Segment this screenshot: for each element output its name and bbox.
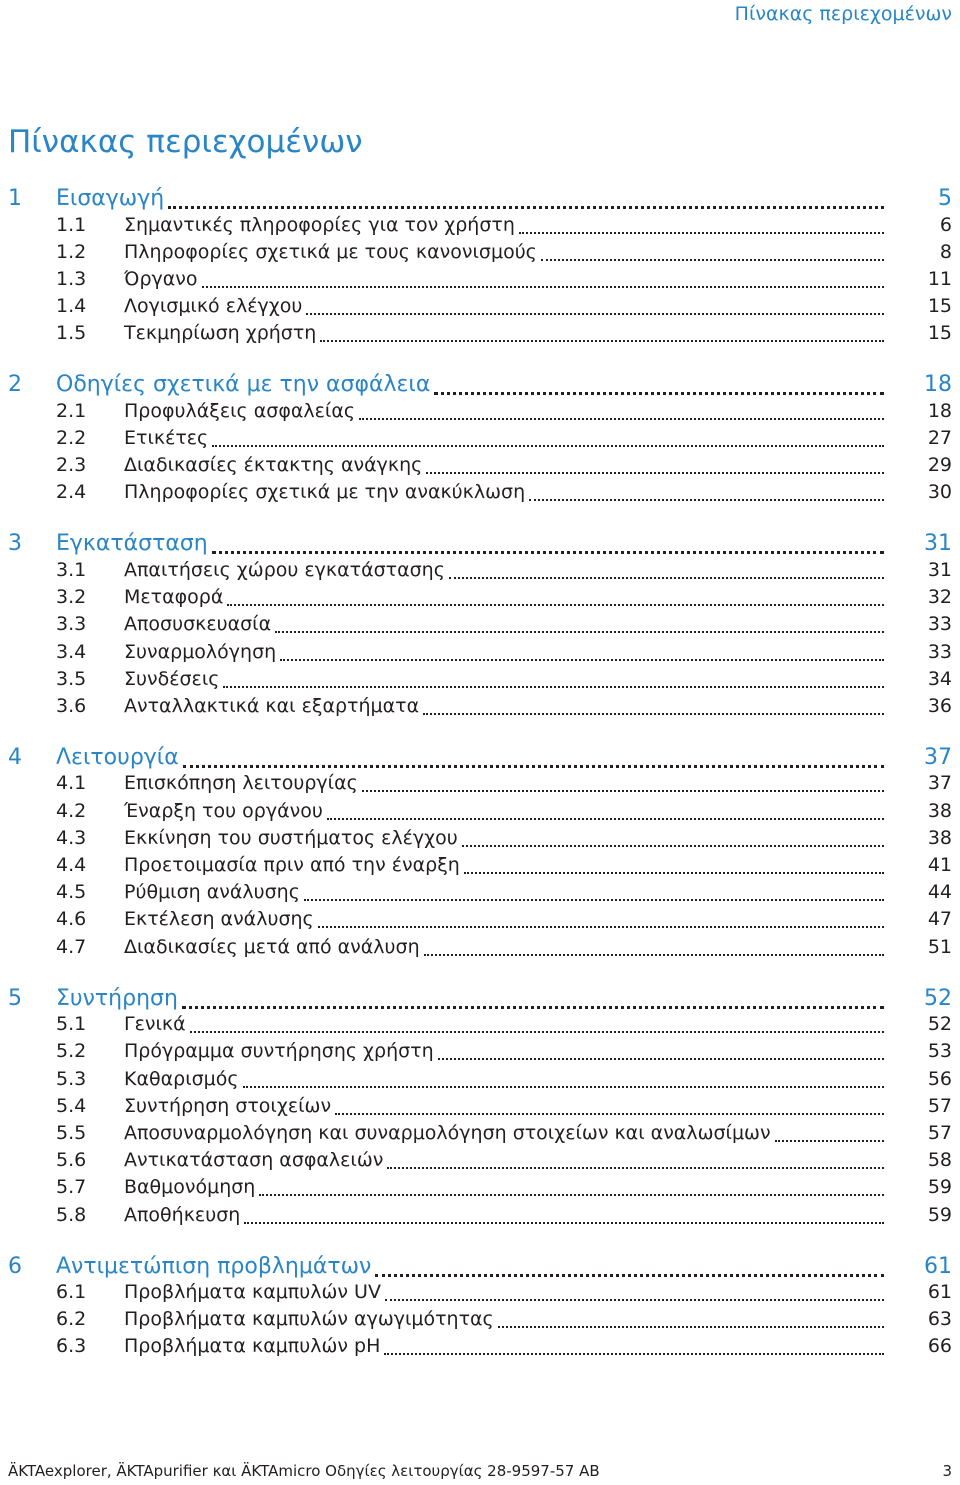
toc-entry-title: Βαθμονόμηση [124,1176,256,1199]
toc-dot-leader [529,499,884,501]
toc-section-entry[interactable] [0,295,960,323]
toc-entry-number: 1.5 [56,322,87,345]
toc-section-entry[interactable] [0,454,960,482]
toc-entry-number: 4.1 [56,772,87,795]
toc-entry-number: 2.3 [56,454,87,477]
toc-section-entry[interactable] [0,214,960,242]
toc-entry-number: 6.3 [56,1335,87,1358]
toc-entry-page: 51 [927,935,952,958]
toc-entry-title: Οδηγίες σχετικά με την ασφάλεια [56,372,431,398]
footer-page-number: 3 [942,1462,952,1480]
toc-entry-page: 31 [927,558,952,581]
page-footer [8,1462,952,1480]
toc-dot-leader [384,1353,884,1355]
toc-entry-title: Προετοιμασία πριν από την έναρξη [124,854,460,876]
toc-entry-number: 3.3 [56,613,87,636]
toc-dot-leader [243,1086,884,1088]
toc-entry-page: 18 [927,399,952,422]
toc-dot-leader [227,604,884,606]
toc-entry-page: 18 [924,372,952,398]
footer-document-title: ÄKTAexplorer, ÄKTApurifier και ÄKTAmicro Οδηγίες λειτουργίας 28-9597-57 AB [8,1462,600,1480]
toc-entry-number: 4.3 [56,826,87,849]
toc-entry-number: 3.4 [56,640,87,663]
toc-entry-number: 4.7 [56,935,87,958]
toc-entry-number: 5.8 [56,1203,87,1226]
toc-entry-number: 3 [8,531,22,557]
toc-section-entry[interactable] [0,695,960,723]
toc-chapter-entry[interactable] [0,1254,960,1282]
toc-entry-page: 63 [927,1308,952,1331]
toc-entry-number: 2.2 [56,427,87,449]
toc-dot-leader [327,818,884,820]
toc-dot-leader [775,1140,884,1142]
toc-entry-page: 57 [927,1094,952,1117]
toc-entry-number: 3.6 [56,694,87,717]
toc-entry-number: 4.6 [56,908,87,931]
toc-entry-page: 37 [927,772,952,795]
toc-dot-leader [212,551,884,554]
toc-entry-page: 8 [939,240,952,263]
toc-chapter-entry[interactable] [0,186,960,214]
toc-entry-number: 5.3 [56,1067,87,1090]
toc-entry-page: 61 [927,1281,952,1303]
toc-entry-page: 31 [924,531,952,557]
toc-section-entry[interactable] [0,241,960,269]
toc-entry-title: Εισαγωγή [56,186,165,211]
toc-chapter-entry[interactable] [0,986,960,1014]
toc-dot-leader [190,1031,884,1033]
toc-dot-leader [280,659,884,661]
toc-entry-title: Λογισμικό ελέγχου [124,295,303,318]
toc-entry-title: Αντιμετώπιση προβλημάτων [56,1253,372,1279]
page-title: Πίνακας περιεχομένων [8,124,363,160]
toc-entry-number: 4.4 [56,854,87,876]
toc-dot-leader [183,765,884,768]
toc-entry-number: 6.2 [56,1308,87,1331]
toc-dot-leader [259,1194,884,1196]
toc-entry-page: 33 [927,613,952,636]
toc-section-entry[interactable] [0,1068,960,1096]
toc-entry-title: Προβλήματα καμπυλών αγωγιμότητας [124,1308,494,1331]
toc-entry-number: 6.1 [56,1281,87,1303]
toc-entry-number: 1.4 [56,295,87,318]
toc-entry-number: 4.2 [56,799,87,822]
toc-dot-leader [385,1299,884,1301]
toc-entry-title: Συντήρηση [56,985,178,1011]
toc-dot-leader [449,577,884,579]
toc-entry-number: 1.3 [56,267,87,290]
toc-entry-title: Λειτουργία [56,744,179,770]
toc-section-entry[interactable] [0,908,960,936]
toc-dot-leader [464,872,884,874]
toc-dot-leader [182,1006,884,1009]
toc-dot-leader [498,1326,884,1328]
toc-entry-title: Γενικά [124,1013,186,1036]
toc-entry-page: 58 [927,1149,952,1172]
toc-dot-leader [244,1222,884,1224]
toc-entry-number: 3.2 [56,586,87,609]
toc-chapter-entry[interactable] [0,531,960,559]
toc-entry-title: Εκτέλεση ανάλυσης [124,908,314,931]
toc-entry-page: 41 [927,854,952,876]
toc-chapter-entry[interactable] [0,745,960,773]
toc-entry-number: 6 [8,1253,22,1279]
toc-section-entry[interactable] [0,400,960,428]
toc-entry-title: Όργανο [124,267,198,290]
toc-entry-page: 44 [927,881,952,904]
toc-entry-number: 4 [8,744,22,770]
toc-entry-number: 2.4 [56,481,87,504]
toc-dot-leader [318,926,884,928]
toc-entry-title: Αποσυσκευασία [124,613,272,636]
toc-entry-title: Προβλήματα καμπυλών pH [124,1335,381,1358]
toc-dot-leader [387,1167,884,1169]
toc-section-entry[interactable] [0,1281,960,1309]
toc-section-entry[interactable] [0,427,960,455]
toc-entry-page: 15 [927,322,952,345]
toc-section-entry[interactable] [0,613,960,641]
toc-entry-page: 30 [927,481,952,504]
toc-section-entry[interactable] [0,772,960,800]
toc-entry-title: Ανταλλακτικά και εξαρτήματα [124,694,420,717]
toc-entry-title: Προβλήματα καμπυλών UV [124,1281,381,1303]
toc-entry-number: 1 [8,186,22,211]
toc-entry-number: 5 [8,985,22,1011]
toc-entry-number: 3.1 [56,558,87,581]
toc-section-entry[interactable] [0,1013,960,1041]
toc-section-entry[interactable] [0,854,960,882]
toc-entry-title: Πληροφορίες σχετικά με τους κανονισμούς [124,240,537,263]
toc-entry-number: 5.6 [56,1149,87,1172]
toc-dot-leader [541,259,884,261]
toc-entry-title: Εγκατάσταση [56,531,208,557]
toc-section-entry[interactable] [0,559,960,587]
toc-section-entry[interactable] [0,1040,960,1068]
toc-entry-number: 1.2 [56,240,87,263]
toc-entry-page: 66 [927,1335,952,1358]
toc-section-entry[interactable] [0,800,960,828]
toc-entry-title: Προφυλάξεις ασφαλείας [124,399,355,422]
toc-section-entry[interactable] [0,1204,960,1232]
toc-entry-title: Πληροφορίες σχετικά με την ανακύκλωση [124,481,526,504]
toc-dot-leader [362,790,884,792]
toc-dot-leader [426,472,884,474]
toc-entry-number: 5.2 [56,1040,87,1063]
toc-entry-title: Σημαντικές πληροφορίες για τον χρήστη [124,213,515,236]
toc-entry-page: 6 [939,213,952,236]
toc-entry-number: 2.1 [56,399,87,422]
toc-dot-leader [335,1113,884,1115]
toc-dot-leader [275,631,884,633]
toc-dot-leader [304,899,884,901]
toc-entry-title: Ετικέτες [124,427,209,449]
toc-section-entry[interactable] [0,1176,960,1204]
toc-entry-title: Διαδικασίες έκτακτης ανάγκης [124,454,423,477]
toc-section-entry[interactable] [0,268,960,296]
toc-section-entry[interactable] [0,481,960,509]
toc-entry-number: 5.5 [56,1121,87,1144]
toc-entry-title: Συντήρηση στοιχείων [124,1094,332,1117]
toc-entry-page: 34 [927,667,952,690]
toc-dot-leader [438,1058,884,1060]
toc-dot-leader [202,286,884,288]
toc-entry-title: Αποσυναρμολόγηση και συναρμολόγηση στοιχείων και αναλωσίμων [124,1121,771,1144]
toc-dot-leader [434,392,884,395]
toc-entry-page: 15 [927,295,952,318]
toc-section-entry[interactable] [0,586,960,614]
toc-entry-title: Ρύθμιση ανάλυσης [124,881,300,904]
toc-entry-number: 3.5 [56,667,87,690]
toc-section-entry[interactable] [0,322,960,350]
toc-section-entry[interactable] [0,1335,960,1363]
toc-entry-title: Απαιτήσεις χώρου εγκατάστασης [124,558,445,581]
toc-entry-page: 52 [927,1013,952,1036]
toc-entry-title: Καθαρισμός [124,1067,239,1090]
toc-dot-leader [359,418,884,420]
toc-entry-title: Διαδικασίες μετά από ανάλυση [124,935,420,958]
toc-dot-leader [375,1274,884,1277]
toc-dot-leader [306,313,884,315]
toc-entry-page: 33 [927,640,952,663]
toc-entry-page: 11 [927,267,952,290]
toc-dot-leader [423,713,884,715]
toc-entry-number: 5.4 [56,1094,87,1117]
toc-dot-leader [223,686,884,688]
toc-section-entry[interactable] [0,641,960,669]
toc-entry-page: 59 [927,1176,952,1199]
toc-entry-title: Συναρμολόγηση [124,640,277,663]
toc-section-entry[interactable] [0,936,960,964]
toc-dot-leader [168,206,884,209]
toc-entry-number: 5.1 [56,1013,87,1036]
toc-entry-title: Επισκόπηση λειτουργίας [124,772,358,795]
toc-entry-page: 53 [927,1040,952,1063]
toc-section-entry[interactable] [0,881,960,909]
toc-entry-page: 52 [924,985,952,1011]
toc-entry-title: Εκκίνηση του συστήματος ελέγχου [124,826,458,849]
running-header: Πίνακας περιεχομένων [734,3,952,25]
toc-entry-number: 5.7 [56,1176,87,1199]
toc-entry-title: Πρόγραμμα συντήρησης χρήστη [124,1040,434,1063]
toc-entry-page: 27 [927,427,952,449]
toc-entry-number: 4.5 [56,881,87,904]
toc-entry-title: Αποθήκευση [124,1203,241,1226]
toc-entry-page: 61 [924,1253,952,1279]
toc-dot-leader [462,845,884,847]
toc-entry-title: Αντικατάσταση ασφαλειών [124,1149,384,1172]
toc-entry-number: 2 [8,372,22,398]
toc-entry-page: 37 [924,744,952,770]
toc-entry-page: 38 [927,799,952,822]
toc-entry-page: 36 [927,694,952,717]
toc-dot-leader [519,232,884,234]
toc-entry-page: 47 [927,908,952,931]
toc-dot-leader [212,445,884,447]
toc-entry-title: Συνδέσεις [124,667,220,690]
toc-entry-page: 5 [938,186,952,211]
toc-section-entry[interactable] [0,1149,960,1177]
toc-dot-leader [320,340,884,342]
toc-section-entry[interactable] [0,1122,960,1150]
toc-entry-number: 1.1 [56,213,87,236]
toc-chapter-entry[interactable] [0,372,960,400]
toc-entry-page: 29 [927,454,952,477]
toc-entry-page: 38 [927,826,952,849]
toc-dot-leader [424,954,884,956]
toc-entry-title: Έναρξη του οργάνου [124,799,323,822]
toc-entry-title: Μεταφορά [124,586,224,609]
toc-section-entry[interactable] [0,1308,960,1336]
toc-section-entry[interactable] [0,1095,960,1123]
toc-section-entry[interactable] [0,668,960,696]
toc-entry-page: 57 [927,1121,952,1144]
toc-entry-title: Τεκμηρίωση χρήστη [124,322,317,345]
toc-entry-page: 56 [927,1067,952,1090]
toc-entry-page: 32 [927,586,952,609]
toc-section-entry[interactable] [0,827,960,855]
toc-entry-page: 59 [927,1203,952,1226]
